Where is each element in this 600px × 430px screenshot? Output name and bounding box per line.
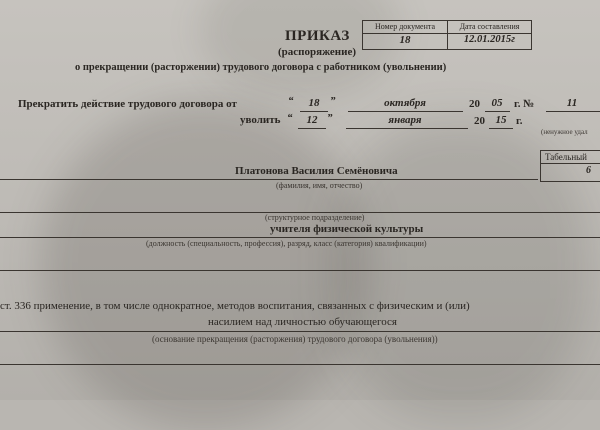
shadow-region xyxy=(40,100,370,430)
dismiss-year-suffix: 15 xyxy=(495,114,507,126)
doc-number-value: 18 xyxy=(399,34,411,46)
doc-date-header: Дата составления xyxy=(459,22,520,31)
dismiss-note: (ненужное удал xyxy=(541,128,588,136)
underline xyxy=(0,331,600,332)
underline xyxy=(0,237,600,238)
quote-open: “ xyxy=(288,95,294,107)
terminate-no-value: 11 xyxy=(566,97,578,109)
terminate-day: 18 xyxy=(308,97,320,109)
dismiss-year-prefix: 20 xyxy=(474,115,485,127)
underline xyxy=(0,179,538,180)
underline xyxy=(298,128,326,129)
reason-line-2: насилием над личностью обучающегося xyxy=(208,316,397,328)
underline xyxy=(348,111,463,112)
tabel-value: 6 xyxy=(586,165,591,176)
dismiss-day: 12 xyxy=(306,114,318,126)
underline xyxy=(485,111,510,112)
doc-date-value: 12.01.2015г xyxy=(463,34,516,45)
underline xyxy=(0,270,600,271)
quote-close: ” xyxy=(330,95,336,107)
doc-number-header: Номер документа xyxy=(374,22,435,31)
reason-caption: (основание прекращения (расторжения) трудового договора (увольнения)) xyxy=(152,334,438,344)
quote-open: “ xyxy=(287,112,293,124)
employee-name: Платонова Василия Семёновича xyxy=(235,165,398,177)
terminate-label: Прекратить действие трудового договора от xyxy=(18,98,237,110)
document-subtitle: (распоряжение) xyxy=(278,46,357,58)
position-caption: (должность (специальность, профессия), разряд, класс (категория) квалификации) xyxy=(146,239,427,248)
dismiss-label: уволить xyxy=(240,114,281,126)
reason-line-1: ст. 336 применение, в том числе однократное, методов воспитания, связанных с физическим и (или) xyxy=(0,300,470,312)
terminate-no-label: г. № xyxy=(514,98,535,110)
document-title: ПРИКАЗ xyxy=(285,28,350,44)
document-about: о прекращении (расторжении) трудового договора с работником (увольнении) xyxy=(75,62,447,73)
terminate-year-suffix: 05 xyxy=(491,97,503,109)
underline xyxy=(546,111,600,112)
table-divider xyxy=(540,163,600,164)
underline xyxy=(300,111,328,112)
underline xyxy=(346,128,468,129)
employee-position: учителя физической культуры xyxy=(270,223,424,235)
quote-close: ” xyxy=(327,112,333,124)
terminate-month: октября xyxy=(384,97,426,109)
department-caption: (структурное подразделение) xyxy=(265,213,365,222)
underline xyxy=(0,364,600,365)
underline xyxy=(489,128,513,129)
terminate-year-prefix: 20 xyxy=(469,98,480,110)
employee-name-caption: (фамилия, имя, отчество) xyxy=(276,181,363,190)
dismiss-month: января xyxy=(388,114,422,126)
tabel-header: Табельный xyxy=(545,152,587,162)
dismiss-year-g: г. xyxy=(516,115,523,127)
